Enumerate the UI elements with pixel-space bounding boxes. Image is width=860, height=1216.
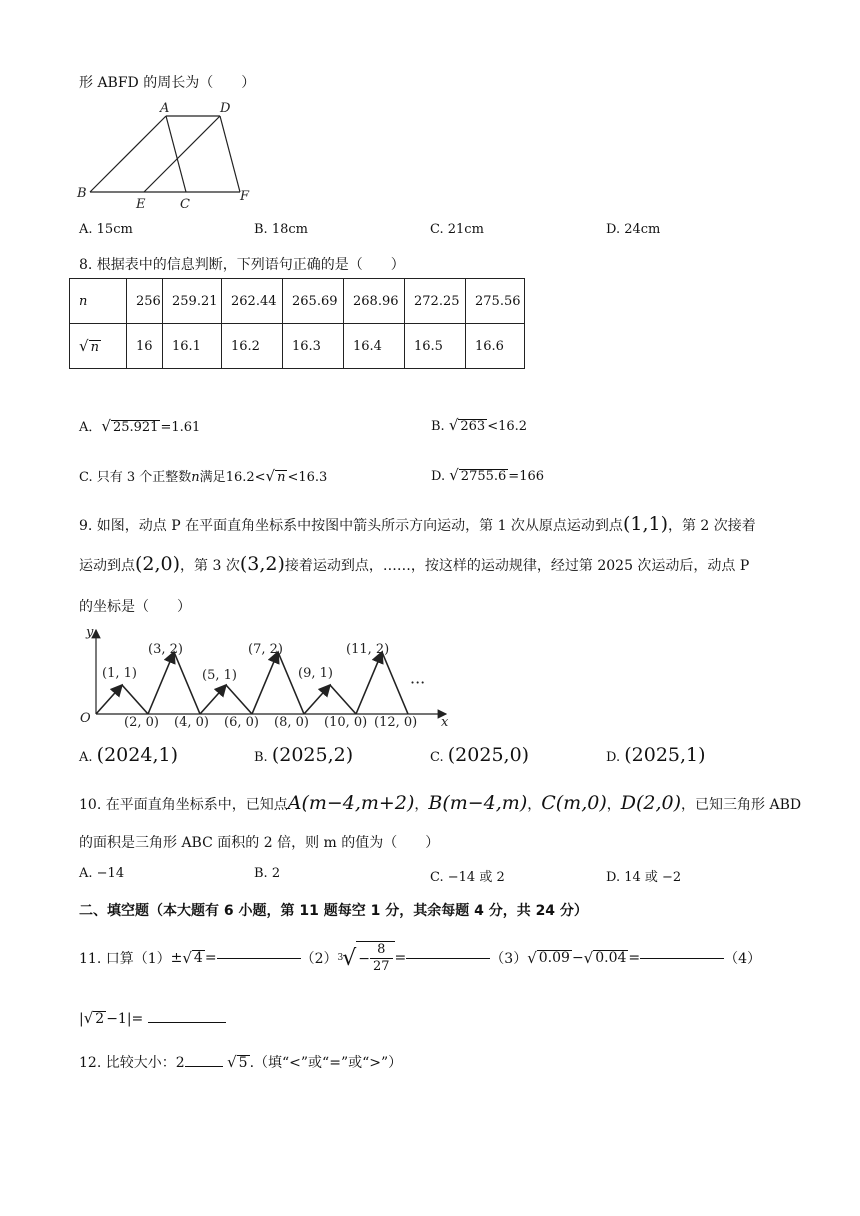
q11-line-2: |√ 2 −1|=	[79, 1009, 226, 1027]
point-label: (1, 1)	[102, 666, 137, 681]
point-label: (3, 2)	[148, 642, 183, 657]
q9-option-b: B. (2025,2)	[254, 744, 354, 766]
q8-stem: 8. 根据表中的信息判断，下列语句正确的是（ ）	[79, 257, 405, 273]
table-cell: 256	[127, 279, 163, 324]
q9-line-2: 运动到点(2,0)，第 3 次(3,2)接着运动到点，……，按这样的运动规律，经过第 2025 次运动后，动点 P	[79, 553, 750, 575]
point-label: (11, 2)	[346, 642, 390, 657]
table-cell: 16.5	[405, 324, 466, 369]
answer-blank[interactable]	[148, 1022, 226, 1023]
q9-line-1: 9. 如图，动点 P 在平面直角坐标系中按图中箭头所示方向运动，第 1 次从原点运动到点(1,1)，第 2 次接着	[79, 513, 756, 535]
answer-blank[interactable]	[406, 958, 490, 959]
value-table	[69, 278, 525, 369]
q10-line-1: 10. 在平面直角坐标系中，已知点A(m−4,m+2)，B(m−4,m)，C(m,0)，D(2,0)，已知三角形 ABD	[79, 792, 802, 814]
table-cell: 16.4	[344, 324, 405, 369]
q7-option-b: B. 18cm	[254, 222, 308, 237]
y-axis-label: y	[86, 625, 94, 640]
point-label: (10, 0)	[324, 715, 368, 730]
q11-line-1: 11. 口算（1） ± √ 4 = （2） 3 √ − $\frac{8}{27}$ = （3） √ 0.09 − √ 0.04 = （4）	[79, 942, 762, 974]
origin-label: O	[80, 711, 91, 726]
q10-line-2: 的面积是三角形 ABC 面积的 2 倍，则 m 的值为（ ）	[79, 835, 440, 851]
table-row	[70, 279, 525, 324]
q10-option-d: D. 14 或 −2	[606, 870, 682, 885]
point-label: (6, 0)	[224, 715, 259, 730]
label-b: B	[77, 186, 87, 201]
answer-blank[interactable]	[185, 1066, 223, 1067]
table-cell: 272.25	[405, 279, 466, 324]
table-cell: 259.21	[163, 279, 222, 324]
q7-option-c: C. 21cm	[430, 222, 484, 237]
x-axis-label: x	[441, 715, 449, 730]
table-cell: 262.44	[222, 279, 283, 324]
point-label: (2, 0)	[124, 715, 159, 730]
table-cell: 16.3	[283, 324, 344, 369]
zigzag-path-figure	[76, 622, 456, 730]
q10-option-c: C. −14 或 2	[430, 870, 505, 885]
section-heading: 二、填空题（本大题有 6 小题，第 11 题每空 1 分，其余每题 4 分，共 24 分）	[79, 903, 588, 919]
point-label: (5, 1)	[202, 668, 237, 683]
q9-line-3: 的坐标是（ ）	[79, 599, 191, 615]
table-row	[70, 324, 525, 369]
table-cell: 268.96	[344, 279, 405, 324]
point-label: (8, 0)	[274, 715, 309, 730]
label-e: E	[136, 197, 146, 212]
point-label: (7, 2)	[248, 642, 283, 657]
table-cell: 16.6	[466, 324, 525, 369]
q8-option-b: B. √ 263 <16.2	[431, 416, 528, 434]
q8-option-d: D. √ 2755.6 =166	[431, 466, 545, 484]
q9-option-c: C. (2025,0)	[430, 744, 530, 766]
point-label: (9, 1)	[298, 666, 333, 681]
table-cell: 265.69	[283, 279, 344, 324]
q8-option-c: C. 只有 3 个正整数n满足16.2<√ n <16.3	[79, 467, 328, 485]
q10-option-b: B. 2	[254, 866, 281, 881]
q7-option-d: D. 24cm	[606, 222, 661, 237]
table-cell: 16	[127, 324, 163, 369]
q12-line: 12. 比较大小：2 √ 5 .（填“<”或“=”或“>”）	[79, 1053, 403, 1071]
q9-option-a: A. (2024,1)	[79, 744, 178, 766]
answer-blank[interactable]	[217, 958, 301, 959]
parallelogram-figure	[74, 96, 264, 212]
table-cell: 275.56	[466, 279, 525, 324]
point-label: (12, 0)	[374, 715, 418, 730]
label-f: F	[240, 189, 250, 204]
q9-option-d: D. (2025,1)	[606, 744, 706, 766]
ellipsis: ···	[410, 673, 426, 692]
answer-blank[interactable]	[640, 958, 724, 959]
label-c: C	[180, 197, 190, 212]
q8-option-a: A．√ 25.921 =1.61	[79, 417, 201, 435]
table-cell: 16.2	[222, 324, 283, 369]
label-d: D	[220, 101, 231, 116]
q10-option-a: A. −14	[79, 866, 125, 881]
table-head-sqrt-n: √ n	[70, 324, 127, 369]
q7-stem: 形 ABFD 的周长为（ ）	[79, 75, 256, 91]
table-cell: 16.1	[163, 324, 222, 369]
point-label: (4, 0)	[174, 715, 209, 730]
label-a: A	[160, 101, 170, 116]
q7-option-a: A. 15cm	[79, 222, 133, 237]
table-head-n: n	[70, 279, 127, 324]
